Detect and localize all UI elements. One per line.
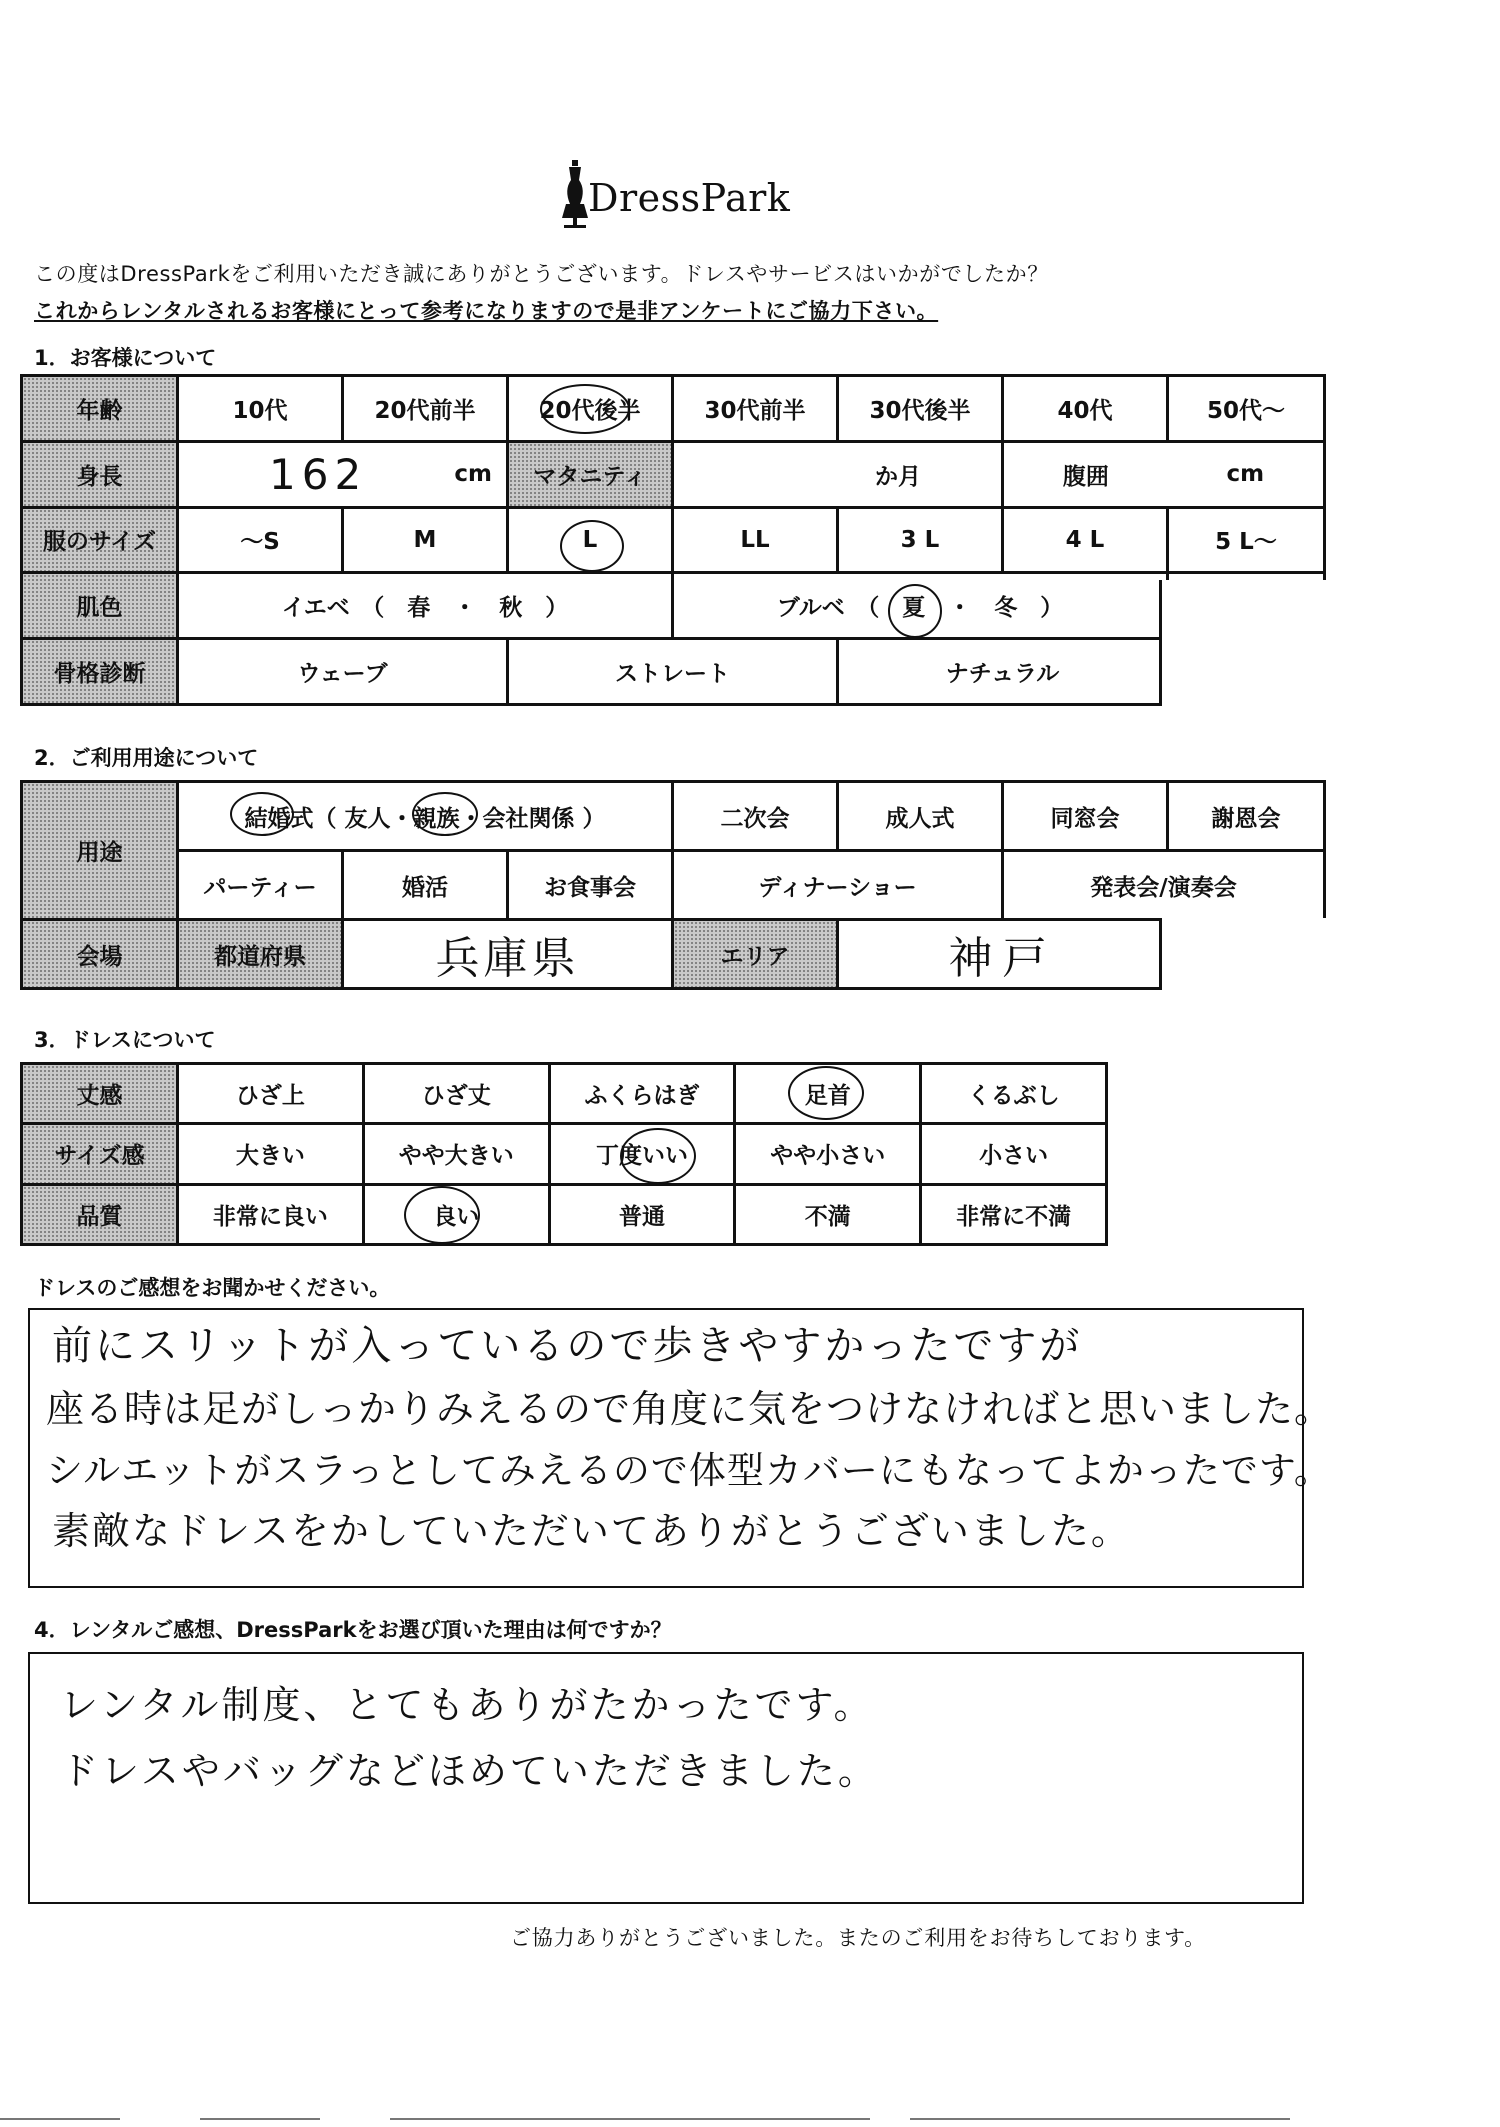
size-option[interactable]: L: [509, 509, 671, 572]
thank-you-footer: ご協力ありがとうございました。またのご利用をお待ちしております。: [510, 1926, 1206, 1950]
size-option[interactable]: 4 L: [1004, 509, 1166, 572]
selection-circle: [560, 520, 624, 572]
length-option[interactable]: ひざ丈: [365, 1065, 548, 1122]
dress-comment-prompt: ドレスのご感想をお聞かせください。: [34, 1276, 391, 1300]
wedding-option[interactable]: 結婚式（ 友人・親族・会社関係 ）: [179, 783, 671, 849]
fit-option[interactable]: やや大きい: [365, 1125, 548, 1182]
purpose-option[interactable]: 謝恩会: [1169, 783, 1323, 849]
fit-option[interactable]: 丁度いい: [551, 1125, 734, 1182]
purpose-option[interactable]: 発表会/演奏会: [1004, 852, 1323, 918]
table-blank-area: [1162, 918, 1332, 994]
height-field[interactable]: [179, 443, 506, 506]
selection-circle: [788, 1066, 864, 1120]
frame-option[interactable]: ウェーブ: [179, 640, 506, 703]
age-label: 年齢: [23, 377, 176, 440]
quality-option[interactable]: 普通: [551, 1186, 734, 1243]
selection-circle: [540, 384, 630, 434]
size-option[interactable]: LL: [674, 509, 836, 572]
maternity-months-field[interactable]: [674, 443, 1001, 506]
prefecture-field[interactable]: [344, 921, 671, 987]
quality-option[interactable]: 非常に良い: [179, 1186, 362, 1243]
scan-artifact: [200, 2118, 320, 2120]
comment-line: 前にスリットが入っているので歩きやすかったですが: [52, 1323, 1083, 1369]
comment-line: 素敵なドレスをかしていただいてありがとうございました。: [52, 1509, 1131, 1553]
skin-yellow-option[interactable]: イエベ （ 春 ・ 秋 ）: [179, 574, 671, 637]
intro-text: この度はDressParkをご利用いただき誠にありがとうございます。ドレスやサービスはいかがでしたか？: [34, 262, 1049, 286]
table-blank-area: [1162, 580, 1332, 710]
height-label: 身長: [23, 443, 176, 506]
age-option[interactable]: 50代～: [1169, 377, 1323, 440]
area-field[interactable]: [839, 921, 1166, 987]
selection-circle: [620, 1128, 696, 1184]
age-option[interactable]: 20代後半: [509, 377, 671, 440]
fit-label: サイズ感: [23, 1125, 176, 1182]
quality-option[interactable]: 不満: [736, 1186, 919, 1243]
maternity-label: マタニティ: [509, 443, 671, 506]
section2-title: 2．ご利用用途について: [34, 746, 259, 770]
table-border: [1159, 918, 1162, 990]
months-unit: か月: [875, 463, 921, 490]
selection-circle: [230, 792, 294, 836]
size-option[interactable]: 3 L: [839, 509, 1001, 572]
purpose-option[interactable]: 成人式: [839, 783, 1001, 849]
prefecture-value: 兵庫県: [435, 933, 580, 984]
purpose-option[interactable]: ディナーショー: [674, 852, 1001, 918]
height-unit: cm: [454, 461, 492, 488]
section1-title: 1．お客様について: [34, 346, 217, 370]
purpose-option[interactable]: 二次会: [674, 783, 836, 849]
purpose-option[interactable]: お食事会: [509, 852, 671, 918]
age-option[interactable]: 40代: [1004, 377, 1166, 440]
frame-option[interactable]: ストレート: [509, 640, 836, 703]
size-option[interactable]: M: [344, 509, 506, 572]
age-option[interactable]: 30代後半: [839, 377, 1001, 440]
fit-option[interactable]: 小さい: [922, 1125, 1105, 1182]
scan-artifact: [390, 2118, 870, 2120]
selection-circle: [412, 792, 478, 836]
length-label: 丈感: [23, 1065, 176, 1122]
purpose-option[interactable]: 婚活: [344, 852, 506, 918]
frame-option[interactable]: ナチュラル: [839, 640, 1166, 703]
purpose-table: [20, 780, 1326, 990]
scan-artifact: [0, 2118, 120, 2120]
selection-circle: [888, 584, 942, 638]
selection-circle: [404, 1186, 480, 1244]
purpose-option[interactable]: 同窓会: [1004, 783, 1166, 849]
waist-field[interactable]: [1004, 443, 1323, 506]
table-border: [1159, 580, 1162, 706]
section4-title: 4．レンタルご感想、DressParkをお選び頂いた理由は何ですか？: [34, 1618, 672, 1642]
customer-table: [20, 374, 1326, 706]
intro-request: これからレンタルされるお客様にとって参考になりますので是非アンケートにご協力下さい。: [34, 299, 939, 323]
size-option[interactable]: ～S: [179, 509, 341, 572]
dress-table: [20, 1062, 1108, 1246]
quality-option[interactable]: 非常に不満: [922, 1186, 1105, 1243]
length-option[interactable]: ひざ上: [179, 1065, 362, 1122]
skin-label: 肌色: [23, 574, 176, 637]
prefecture-label: 都道府県: [179, 921, 341, 987]
section3-title: 3．ドレスについて: [34, 1028, 216, 1052]
height-value: 162: [269, 449, 368, 499]
scan-artifact: [910, 2118, 1290, 2120]
size-label: 服のサイズ: [23, 509, 176, 572]
comment-line: 座る時は足がしっかりみえるので角度に気をつけなければと思いました。: [46, 1387, 1334, 1431]
frame-label: 骨格診断: [23, 640, 176, 703]
skin-blue-option[interactable]: ブルベ （ 夏 ・ 冬 ）: [674, 574, 1166, 637]
fit-option[interactable]: 大きい: [179, 1125, 362, 1182]
venue-label: 会場: [23, 921, 176, 987]
waist-label: 腹囲: [1062, 463, 1109, 490]
quality-option[interactable]: 良い: [365, 1186, 548, 1243]
fit-option[interactable]: やや小さい: [736, 1125, 919, 1182]
quality-label: 品質: [23, 1186, 176, 1243]
comment-line: シルエットがスラっとしてみえるので体型カバーにもなってよかったです。: [46, 1449, 1332, 1492]
answer-line: レンタル制度、とてもありがたかったです。: [60, 1683, 875, 1727]
waist-unit: cm: [1226, 461, 1265, 488]
brand-name: DressPark: [588, 176, 791, 220]
purpose-label: 用途: [23, 783, 176, 918]
age-option[interactable]: 30代前半: [674, 377, 836, 440]
age-option[interactable]: 10代: [179, 377, 341, 440]
age-option[interactable]: 20代前半: [344, 377, 506, 440]
length-option[interactable]: くるぶし: [922, 1065, 1105, 1122]
answer-line: ドレスやバッグなどほめていただきました。: [60, 1749, 879, 1793]
area-label: エリア: [674, 921, 836, 987]
length-option[interactable]: 足首: [736, 1065, 919, 1122]
purpose-option[interactable]: パーティー: [179, 852, 341, 918]
length-option[interactable]: ふくらはぎ: [551, 1065, 734, 1122]
area-value: 神戸: [948, 933, 1057, 984]
size-option[interactable]: 5 L～: [1169, 509, 1323, 572]
